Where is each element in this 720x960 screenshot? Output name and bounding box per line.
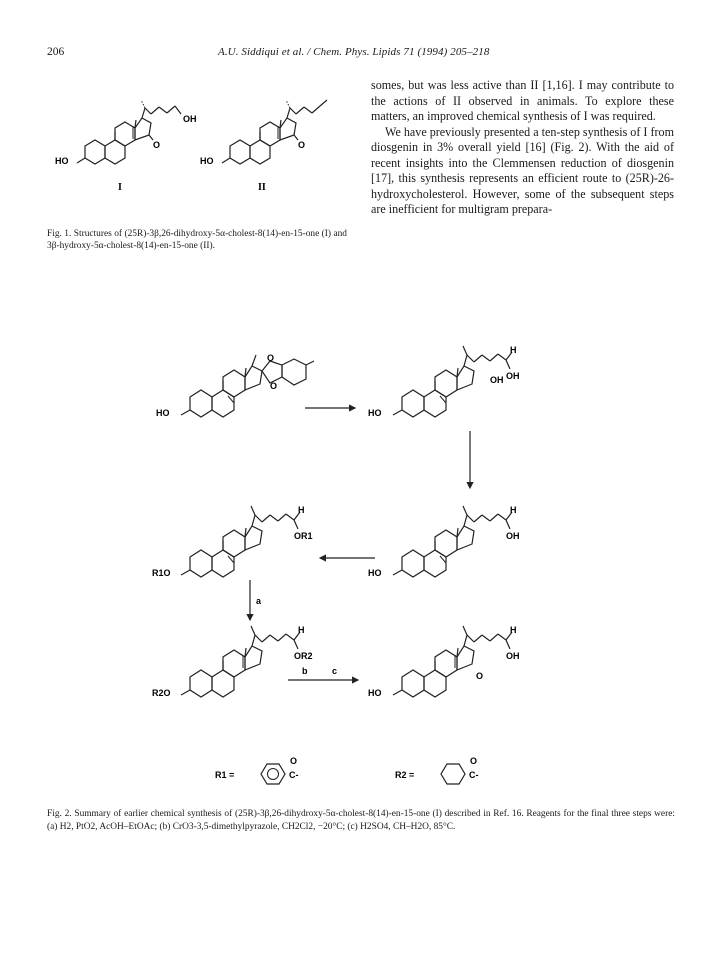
middle-right-oh: OH bbox=[506, 531, 520, 541]
figure1-caption: Fig. 1. Structures of (25R)-3β,26-dihydroxy-5α-cholest-8(14)-en-15-one (I) and 3β-hydroxy-5α-cholest-8(14)-en-15-one (II). bbox=[47, 229, 347, 251]
r1-acyl-o: O bbox=[290, 756, 298, 766]
fig1-I-ketone-label: O bbox=[153, 140, 161, 150]
middle-left-or1: OR1 bbox=[294, 531, 313, 541]
top-right-oh: OH bbox=[506, 371, 520, 381]
fig1-II-ho-label: HO bbox=[200, 156, 214, 166]
fig1-I-oh-label: OH bbox=[183, 114, 197, 124]
middle-right-ho: HO bbox=[368, 568, 382, 578]
paragraph-2: We have previously presented a ten-step synthesis of I from diosgenin in 3% overall yield [16] (Fig. 2). With the aid of recent insights into the Clemmensen reduction of diosgenin [17], this synthesis represents an efficient route to (25R)-26-hydroxycholesterol. However, some of the subsequent steps are inefficient for multigram prepara- bbox=[371, 124, 674, 216]
r1-label: R1 = bbox=[215, 770, 235, 780]
diosgenin-ring-o-bottom: O bbox=[270, 381, 278, 391]
top-right-h: H bbox=[510, 345, 517, 355]
bottom-left-r2o: R2O bbox=[152, 688, 171, 698]
r1-acyl-c: C- bbox=[289, 770, 299, 780]
structure-diester-middle-left bbox=[152, 505, 313, 578]
fig1-I-ho-label: HO bbox=[55, 156, 69, 166]
figure2-caption: Fig. 2. Summary of earlier chemical synthesis of (25R)-3β,26-dihydroxy-5α-cholest-8(14)-en-15-one (I) described in Ref. 16. Reagents for the final three steps were: (a) H2, PtO2, AcOH–EtOAc; (b) CrO3-3,5-dimethylpyrazole, CH2Cl2, −20°C; (c) H2SO4, CH–H2O, 85°C. bbox=[47, 809, 675, 832]
r2-acyl-c: C- bbox=[469, 770, 479, 780]
cyclohexane-ring-icon bbox=[441, 764, 465, 784]
bottom-right-h: H bbox=[510, 625, 517, 635]
top-right-ho: HO bbox=[368, 408, 382, 418]
top-right-oh-ring: OH bbox=[490, 375, 504, 385]
structure-enone-ester-bottom-left bbox=[152, 625, 313, 698]
diosgenin-ho: HO bbox=[156, 408, 170, 418]
r2-label: R2 = bbox=[395, 770, 415, 780]
compound-II-label: II bbox=[258, 182, 266, 193]
r1-definition bbox=[215, 756, 299, 784]
body-text bbox=[371, 78, 674, 218]
page-number: 206 bbox=[47, 46, 65, 58]
figure2-scheme bbox=[140, 318, 600, 798]
step-label-b: b bbox=[302, 666, 308, 676]
bottom-right-oh: OH bbox=[506, 651, 520, 661]
fig1-II-ketone-label: O bbox=[298, 140, 306, 150]
middle-left-r1o: R1O bbox=[152, 568, 171, 578]
step-label-c: c bbox=[332, 666, 338, 676]
figure1-structures bbox=[45, 78, 355, 203]
diosgenin-ring-o-top: O bbox=[267, 353, 275, 363]
bottom-left-or2: OR2 bbox=[294, 651, 313, 661]
r2-acyl-o: O bbox=[470, 756, 478, 766]
compound-I-label: I bbox=[118, 182, 122, 193]
benzene-ring-icon bbox=[261, 764, 285, 784]
structure-diol-middle-right bbox=[368, 505, 520, 578]
structure-compound-I-bottom-right bbox=[368, 625, 520, 698]
middle-right-h: H bbox=[510, 505, 517, 515]
middle-left-h: H bbox=[298, 505, 305, 515]
bottom-left-h: H bbox=[298, 625, 305, 635]
bottom-right-ho: HO bbox=[368, 688, 382, 698]
bottom-right-ketone-o: O bbox=[476, 671, 484, 681]
r2-definition bbox=[395, 756, 479, 784]
running-head: A.U. Siddiqui et al. / Chem. Phys. Lipids 71 (1994) 205–218 bbox=[218, 46, 490, 58]
step-label-a: a bbox=[256, 596, 262, 606]
paragraph-1: somes, but was less active than II [1,16]. I may contribute to the actions of II observed in animals. To explore these matters, an improved chemical synthesis of I was required. bbox=[371, 78, 674, 123]
structure-diol-top-right bbox=[368, 345, 520, 418]
structure-diosgenin bbox=[156, 353, 314, 418]
